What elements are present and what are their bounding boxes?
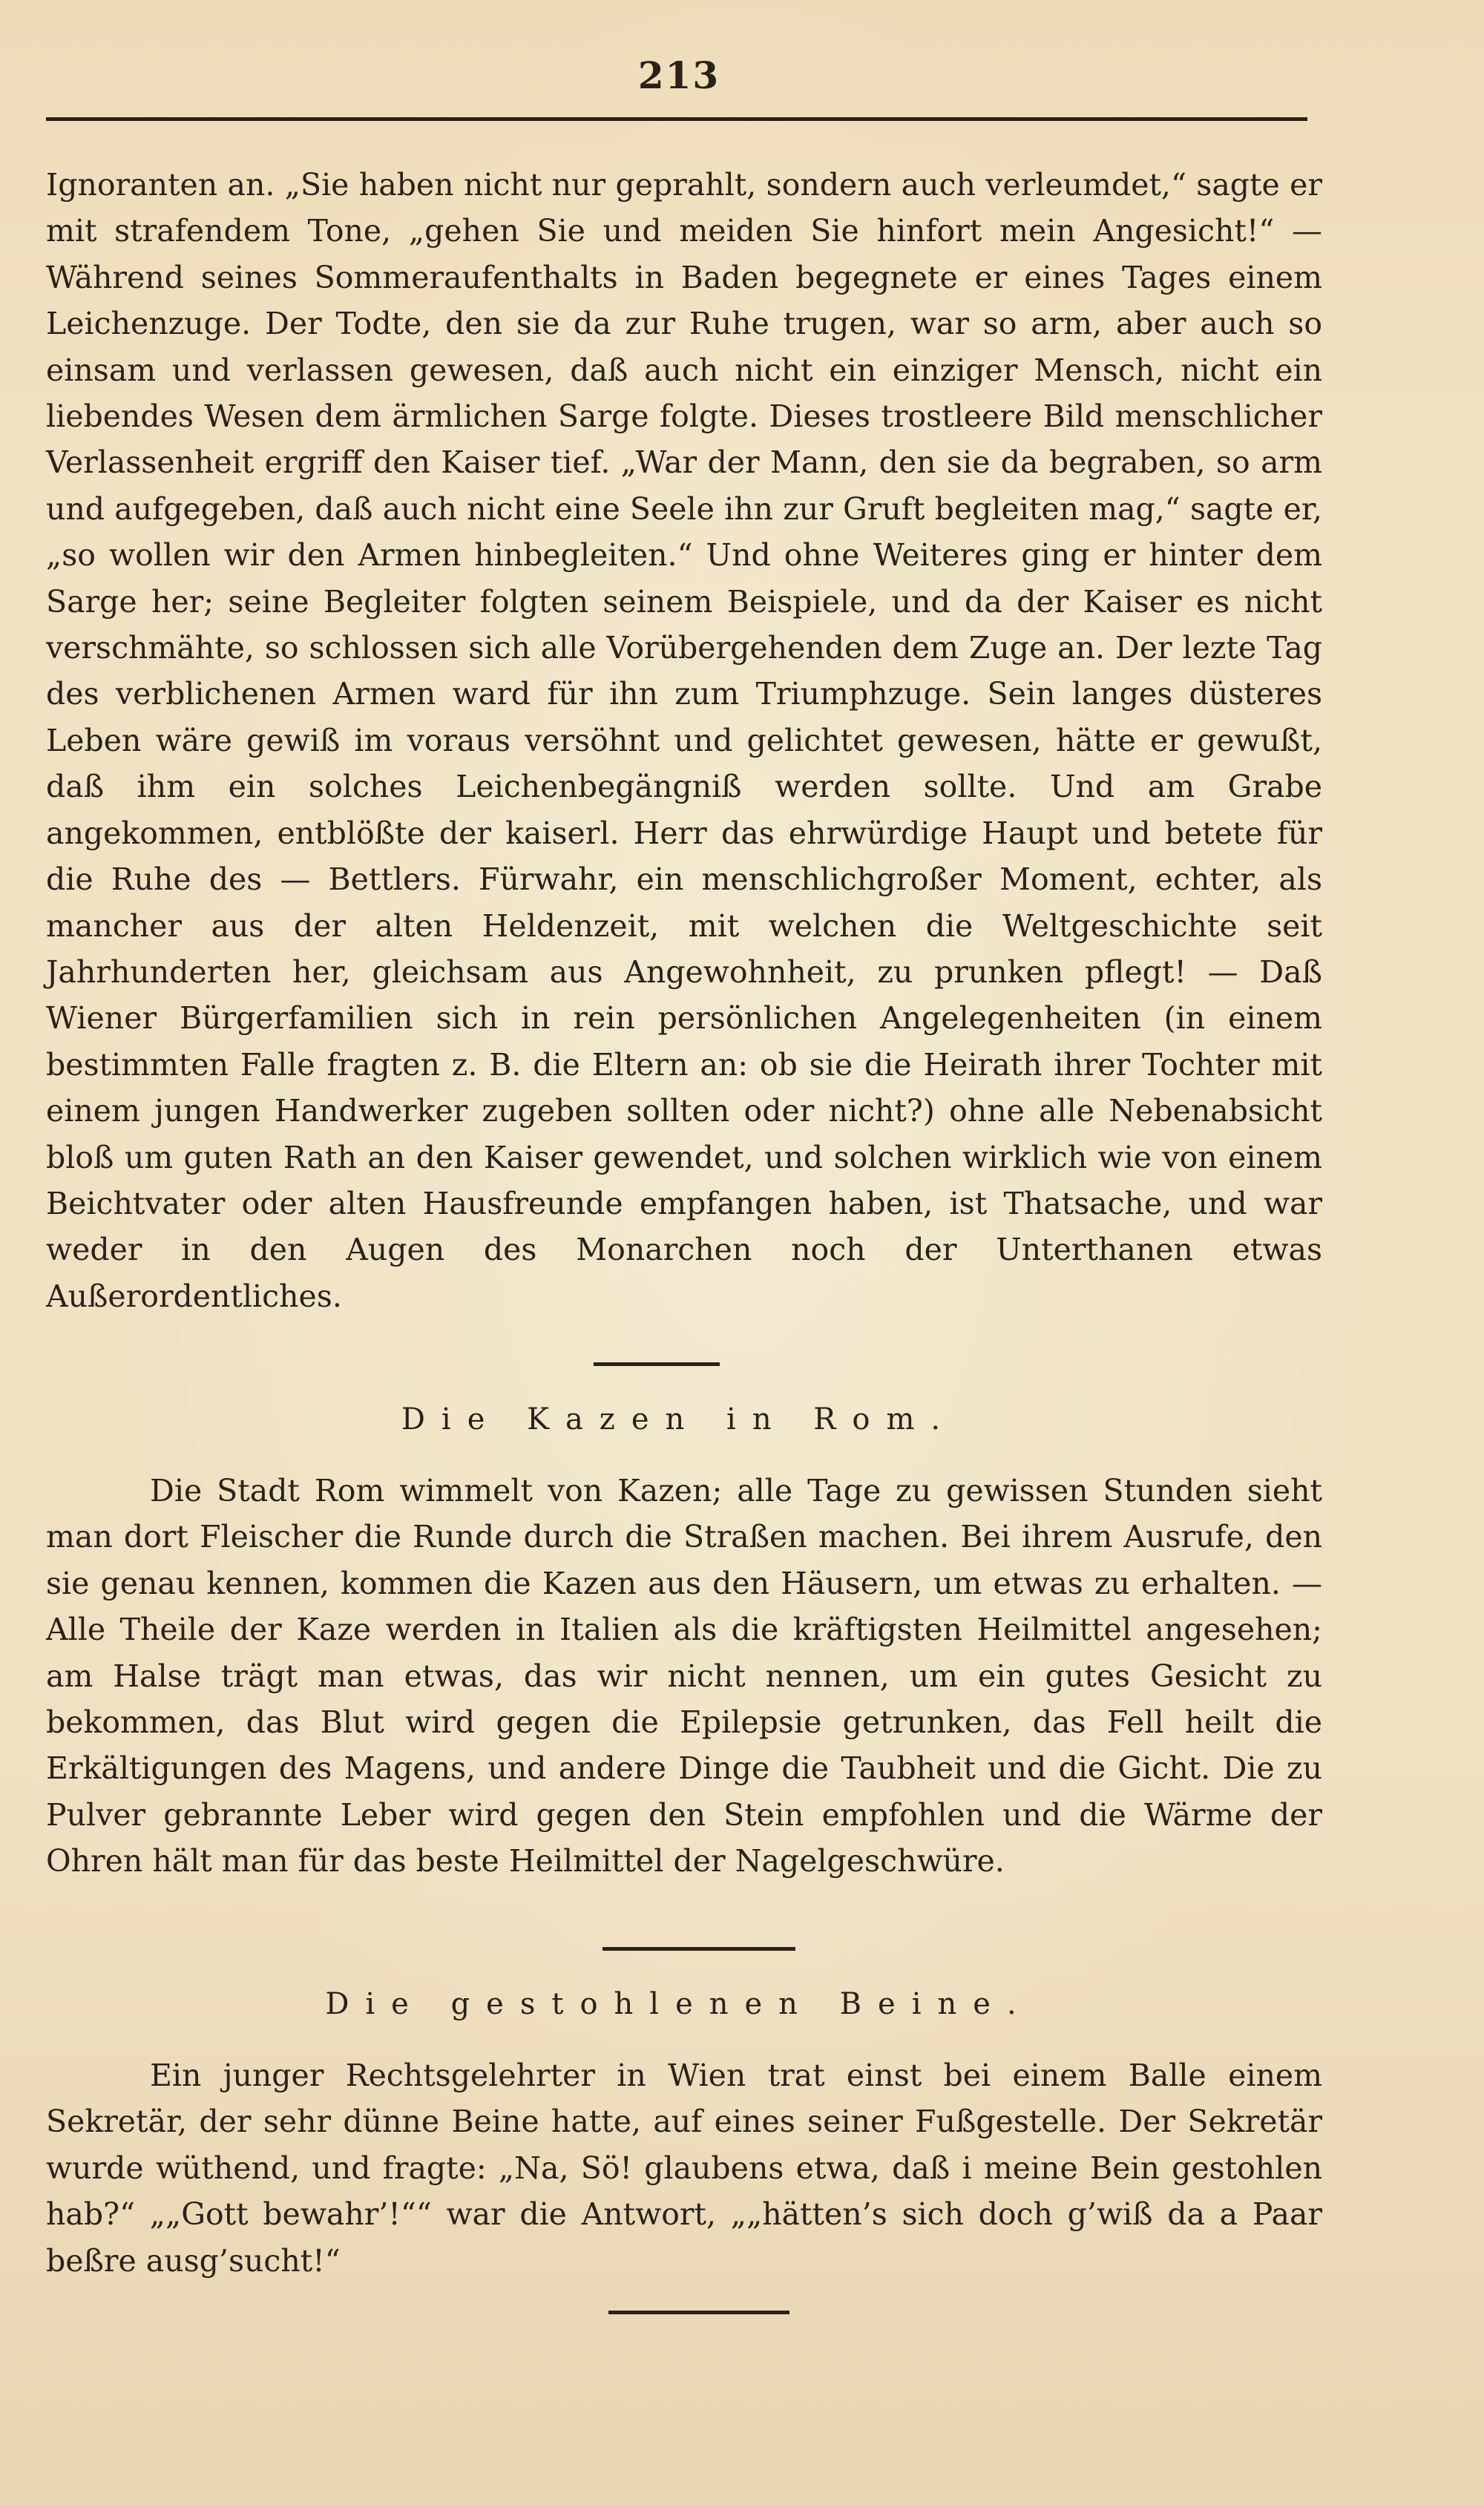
heading-kazen-in-rom: Die Kazen in Rom. [401, 1402, 957, 1437]
heading-gestohlenen-beine: Die gestohlenen Beine. [325, 1987, 1033, 2021]
paragraph-emperor-anecdotes: Ignoranten an. „Sie haben nicht nur geprahlt, sondern auch verleumdet,“ sagte er mit strafendem Tone, „gehen Sie und meiden Sie hinfort mein Angesicht!“ — Während seines Sommeraufenthalts in Baden begegnete er eines Tages einem Leichenzuge. Der Todte, den sie da zur Ruhe trugen, war so arm, aber auch so einsam und verlassen gewesen, daß auch nicht ein einziger Mensch, nicht ein liebendes Wesen dem ärmlichen Sarge folgte. Dieses trostleere Bild menschlicher Verlassenheit ergriff den Kaiser tief. „War der Mann, den sie da begraben, so arm und aufgegeben, daß auch nicht eine Seele ihn zur Gruft begleiten mag,“ sagte er, „so wollen wir den Armen hinbegleiten.“ Und ohne Weiteres ging er hinter dem Sarge her; seine Begleiter folgten seinem Beispiele, und da der Kaiser es nicht verschmähte, so schlossen sich alle Vorübergehenden dem Zuge an. Der lezte Tag des verblichenen Armen ward für ihn zum Triumphzuge. Sein langes düsteres Leben wäre gewiß im voraus versöhnt und gelichtet gewesen, hätte er gewußt, daß ihm ein solches Leichenbegängniß werden sollte. Und am Grabe angekommen, entblößte der kaiserl. Herr das ehrwürdige Haupt und betete für die Ruhe des — Bettlers. Fürwahr, ein menschlichgroßer Moment, echter, als mancher aus der alten Heldenzeit, mit welchen die Weltgeschichte seit Jahrhunderten her, gleichsam aus Angewohnheit, zu prunken pflegt! — Daß Wiener Bürgerfamilien sich in rein persönlichen Angelegenheiten (in einem bestimmten Falle fragten z. B. die Eltern an: ob sie die Heirath ihrer Tochter mit einem jungen Handwerker zugeben sollten oder nicht?) ohne alle Nebenabsicht bloß um guten Rath an den Kaiser gewendet, und solchen wirklich wie von einem Beichtvater oder alten Hausfreunde empfangen haben, ist Thatsache, und war weder in den Augen des Monarchen noch der Unterthanen etwas Außerordentliches. [46, 167, 1322, 1314]
article-continuation [46, 162, 1322, 1319]
page-number: 213 [637, 53, 720, 97]
section-divider [603, 1947, 795, 1951]
section-gestohlenen-beine [46, 2052, 1322, 2284]
paragraph-gestohlenen-beine: Ein junger Rechtsgelehrter in Wien trat einst bei einem Balle einem Sekretär, der sehr dünne Beine hatte, auf eines seiner Fußgestelle. Der Sekretär wurde wüthend, und fragte: „Na, Sö! glaubens etwa, daß i meine Bein gestohlen hab?“ „„Gott bewahr’!““ war die Antwort, „„hätten’s sich doch g’wiß da a Paar beßre ausg’sucht!“ [46, 2058, 1322, 2279]
section-kazen-in-rom [46, 1468, 1322, 1885]
section-divider [594, 1362, 720, 1366]
end-divider [608, 2311, 789, 2314]
header-rule [46, 117, 1307, 121]
paragraph-kazen-in-rom: Die Stadt Rom wimmelt von Kazen; alle Tage zu gewissen Stunden sieht man dort Fleischer die Runde durch die Straßen machen. Bei ihrem Ausrufe, den sie genau kennen, kommen die Kazen aus den Häusern, um etwas zu erhalten. — Alle Theile der Kaze werden in Italien als die kräftigsten Heilmittel angesehen; am Halse trägt man etwas, das wir nicht nennen, um ein gutes Gesicht zu bekommen, das Blut wird gegen die Epilepsie getrunken, das Fell heilt die Erkältigungen des Magens, und andere Dinge die Taubheit und die Gicht. Die zu Pulver gebrannte Leber wird gegen den Stein empfohlen und die Wärme der Ohren hält man für das beste Heilmittel der Nagelgeschwüre. [46, 1473, 1322, 1879]
